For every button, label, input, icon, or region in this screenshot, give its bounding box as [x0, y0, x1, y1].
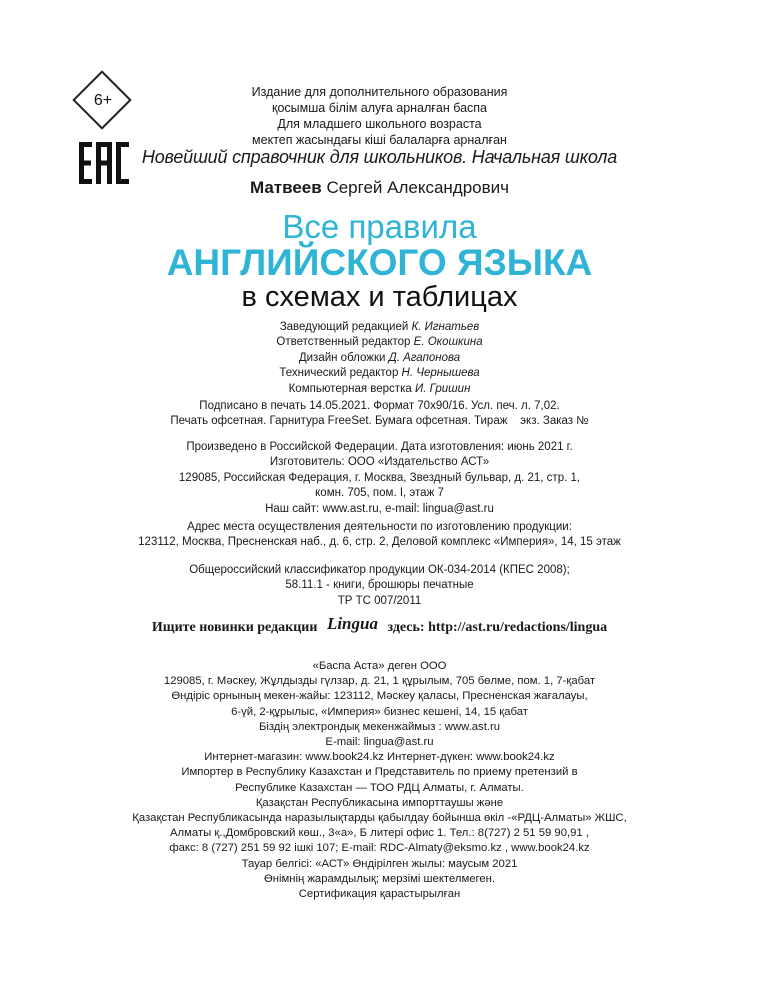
kz-info-line: 6-үй, 2-құрылыс, «Империя» бизнес кешені, 14, 15 қабат [231, 705, 528, 718]
manufacturer-line: Произведено в Российской Федерации. Дата изготовления: июнь 2021 г. [186, 441, 573, 453]
manufacturer-line: 129085, Российская Федерация, г. Москва, Звездный бульвар, д. 21, стр. 1, [178, 471, 581, 484]
credit-line [0, 320, 759, 335]
classifier-line: Общероссийский классификатор продукции ОК-034-2014 (КПЕС 2008); [189, 564, 570, 576]
edition-info-line: Издание для дополнительного образования [251, 85, 508, 99]
book-title-line-2: АНГЛИЙСКОГО ЯЗЫКА [166, 242, 593, 283]
kz-info-line: факс: 8 (727) 251 59 92 ішкі 107; E-mail: RDC-Almaty@eksmo.kz , www.book24.kz [169, 842, 590, 855]
product-classifier [0, 563, 759, 609]
manufacturer-line: комн. 705, пом. I, этаж 7 [315, 487, 444, 500]
credit-line [0, 382, 759, 397]
manufacturer-line: Наш сайт: www.ast.ru, e-mail: lingua@ast.ru [265, 502, 494, 515]
credit-name: Е. Окошкина [413, 336, 483, 349]
kz-info-line: Алматы қ.,Домбровский көш., 3«а», Б литері офис 1. Тел.: 8(727) 2 51 59 90,91 , [170, 827, 589, 840]
credit-role: Технический редактор [279, 367, 399, 380]
edition-info [0, 84, 759, 148]
print-info-line: Подписано в печать 14.05.2021. Формат 70x90/16. Усл. печ. л. 7,02. [199, 400, 560, 412]
age-rating-text: 6+ [93, 92, 113, 109]
lingua-promo-text: Ищите новинки редакции [151, 620, 318, 636]
credit-line [0, 335, 759, 350]
kz-info-line: Сертификация қарастырылған [298, 888, 461, 901]
credits-list [0, 320, 759, 397]
author-surname: Матвеев [249, 178, 322, 197]
edition-info-line: Для младшего школьного возраста [277, 117, 482, 131]
kz-info-line: Қазақстан Республикасына импорттаушы және [255, 796, 504, 809]
author-given-names: Сергей Александрович [326, 178, 510, 197]
print-info-line: Печать офсетная. Гарнитура FreeSet. Бумага офсетная. Тираж экз. Заказ № [170, 415, 589, 428]
book-title-line-3: в схемах и таблицах [241, 281, 518, 313]
kazakhstan-info [0, 659, 759, 902]
credit-name: Д. Агапонова [388, 351, 461, 364]
kz-info-line: Өнімнің жарамдылық; мерзімі шектелмеген. [263, 872, 496, 885]
kz-info-line: Біздің электрондық мекенжаймыз : www.ast.ru [258, 720, 501, 733]
production-address-line: 123112, Москва, Пресненская наб., д. 6, стр. 2, Деловой комплекс «Империя», 14, 15 этаж [138, 536, 621, 549]
kz-info-line: 129085, г. Мәскеу, Жұлдызды гүлзар, д. 21, 1 құрылым, 705 бөлме, пом. 1, 7-қабат [163, 675, 596, 688]
kz-info-line: Өндіріс орнының мекен-жайы: 123112, Мәскеу қаласы, Пресненская жағалауы, [171, 690, 588, 703]
lingua-promo-link: здесь: http://ast.ru/redactions/lingua [387, 620, 608, 636]
credit-name: Н. Чернышева [401, 367, 480, 380]
series-title: Новейший справочник для школьников. Начальная школа [141, 147, 618, 167]
classifier-line: ТР ТС 007/2011 [337, 594, 422, 607]
credit-name: И. Гришин [414, 382, 471, 395]
author-name [0, 178, 759, 198]
lingua-logo: Lingua [326, 614, 378, 633]
production-address [0, 520, 759, 551]
credit-role: Дизайн обложки [298, 351, 386, 364]
lingua-promo [0, 614, 759, 638]
classifier-line: 58.11.1 - книги, брошюры печатные [285, 579, 474, 592]
credit-role: Ответственный редактор [276, 336, 411, 349]
kz-info-line: Интернет-магазин: www.book24.kz Интернет-дүкен: www.book24.kz [204, 751, 555, 764]
kz-info-line: «Баспа Аста» деген ООО [312, 660, 447, 672]
edition-info-line: қосымша білім алуға арналған баспа [272, 101, 487, 115]
kz-info-line: Тауар белгісі: «АСТ» Өндірілген жылы: маусым 2021 [241, 857, 518, 870]
kz-info-line: Қазақстан Республикасында наразылықтарды қабылдау бойынша өкіл -«РДЦ-Алматы» ЖШС, [132, 812, 627, 825]
credit-role: Заведующий редакцией [279, 321, 409, 333]
manufacturer-info [0, 440, 759, 517]
manufacturer-line: Изготовитель: ООО «Издательство АСТ» [269, 456, 490, 469]
credit-line [0, 351, 759, 366]
credit-name: К. Игнатьев [411, 321, 480, 333]
production-address-line: Адрес места осуществления деятельности по изготовлению продукции: [187, 521, 572, 533]
kz-info-line: Импортер в Республику Казахстан и Представитель по приему претензий в [181, 766, 578, 779]
book-title-line-1: Все правила [282, 208, 477, 245]
kz-info-line: E-mail: lingua@ast.ru [325, 736, 434, 749]
kz-info-line: Республике Казахстан — ТОО РДЦ Алматы, г. Алматы. [235, 781, 524, 794]
credit-line [0, 366, 759, 381]
credit-role: Компьютерная верстка [288, 382, 412, 395]
print-info [0, 399, 759, 430]
edition-info-line: мектеп жасындағы кіші балаларға арналған [252, 133, 507, 147]
